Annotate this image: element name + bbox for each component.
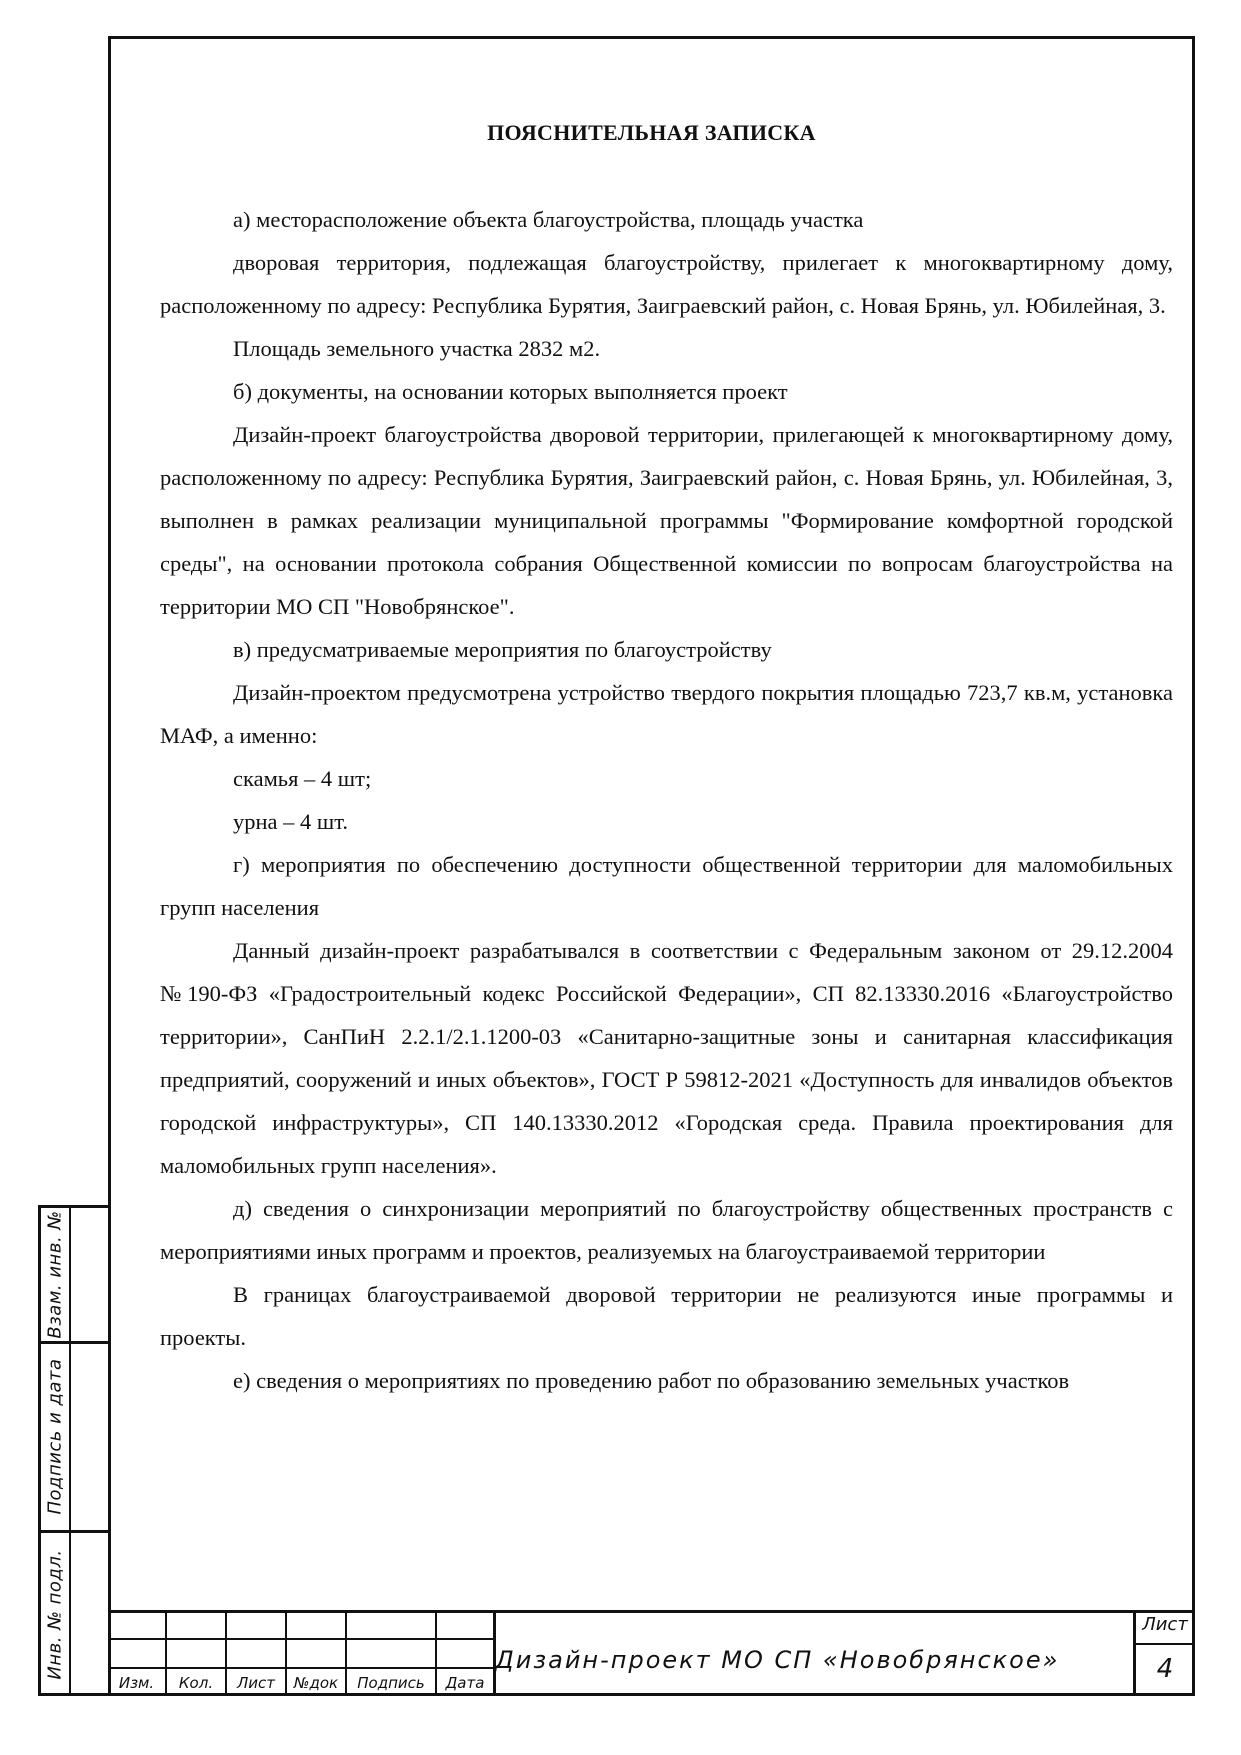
paragraph: Дизайн-проектом предусмотрена устройство твердого покрытия площадью 723,7 кв.м, установка МАФ, а именно:	[160, 680, 1173, 748]
document-body	[160, 198, 1173, 1402]
col-label-doc: №док	[293, 1674, 339, 1692]
paragraph: дворовая территория, подлежащая благоустройству, прилегает к многоквартирному дому, расположенному по адресу: Республика Бурятия, Заиграевский район, с. Новая Брянь, ул. Юбилейная, 3.	[160, 250, 1173, 318]
side-stamp	[38, 1205, 108, 1696]
title-block-top-border	[108, 1610, 1195, 1613]
sheet-label: Лист	[1142, 1614, 1188, 1635]
inv-original-label: Инв. № подл.	[44, 1548, 66, 1680]
paragraph: урна – 4 шт.	[233, 809, 348, 834]
document-title-stamp: Дизайн-проект МО СП «Новобрянское»	[495, 1646, 1060, 1674]
inv-replace-cell	[41, 1208, 69, 1341]
paragraph: Дизайн-проект благоустройства дворовой территории, прилегающей к многоквартирному дому, расположенному по адресу: Республика Бурятия, Заиграевский район, с. Новая Брянь, ул. Юбилейная, 3, выполнен в рамках реализации муниципальной программы "Формирование комфортной городской среды", на основании протокола собрания Общественной комиссии по вопросам благоустройства на территории МО СП "Новобрянское".	[160, 422, 1173, 619]
page-title: ПОЯСНИТЕЛЬНАЯ ЗАПИСКА	[487, 120, 816, 145]
inv-original-cell	[41, 1532, 69, 1696]
col-label-kol: Кол.	[178, 1674, 214, 1692]
side-stamp-divider	[69, 1208, 71, 1693]
paragraph: Данный дизайн-проект разрабатывался в соответствии с Федеральным законом от 29.12.2004 №190-ФЗ «Градостроительный кодекс Российской Федерации», СП 82.13330.2016 «Благоустройство территории», СанПиН 2.2.1/2.1.1200-03 «Санитарно-защитные зоны и санитарная классификация предприятий, сооружений и иных объектов», ГОСТ Р 59812-2021 «Доступность для инвалидов объектов городской инфраструктуры», СП 140.13330.2012 «Городская среда. Правила проектирования для маломобильных групп населения».	[160, 938, 1173, 1178]
paragraph: В границах благоустраиваемой дворовой территории не реализуются иные программы и проекты.	[160, 1282, 1173, 1350]
paragraph: Площадь земельного участка 2832 м2.	[233, 336, 601, 361]
col-label-signature: Подпись	[357, 1674, 425, 1692]
signature-date-cell	[41, 1343, 69, 1530]
sheet-cell-divider	[1133, 1643, 1195, 1645]
paragraph: г) мероприятия по обеспечению доступности общественной территории для маломобильных групп населения	[160, 852, 1173, 920]
paragraph: в) предусматриваемые мероприятия по благоустройству	[233, 637, 772, 662]
title-block	[108, 1610, 1195, 1696]
paragraph: а) месторасположение объекта благоустройства, площадь участка	[233, 207, 864, 232]
paragraph: е) сведения о мероприятиях по проведению работ по образованию земельных участков	[233, 1368, 1070, 1393]
sheet-number: 4	[1156, 1654, 1174, 1684]
col-label-izm: Изм.	[118, 1674, 155, 1692]
paragraph: скамья – 4 шт;	[233, 766, 372, 791]
paragraph: б) документы, на основании которых выполняется проект	[233, 379, 788, 404]
signature-date-label: Подпись и дата	[44, 1358, 66, 1515]
inv-replace-label: Взам. инв. №	[44, 1210, 66, 1339]
paragraph: д) сведения о синхронизации мероприятий по благоустройству общественных пространств с мероприятиями иных программ и проектов, реализуемых на благоустраиваемой территории	[160, 1196, 1173, 1264]
col-label-date: Дата	[445, 1674, 485, 1692]
col-label-list: Лист	[236, 1674, 275, 1692]
